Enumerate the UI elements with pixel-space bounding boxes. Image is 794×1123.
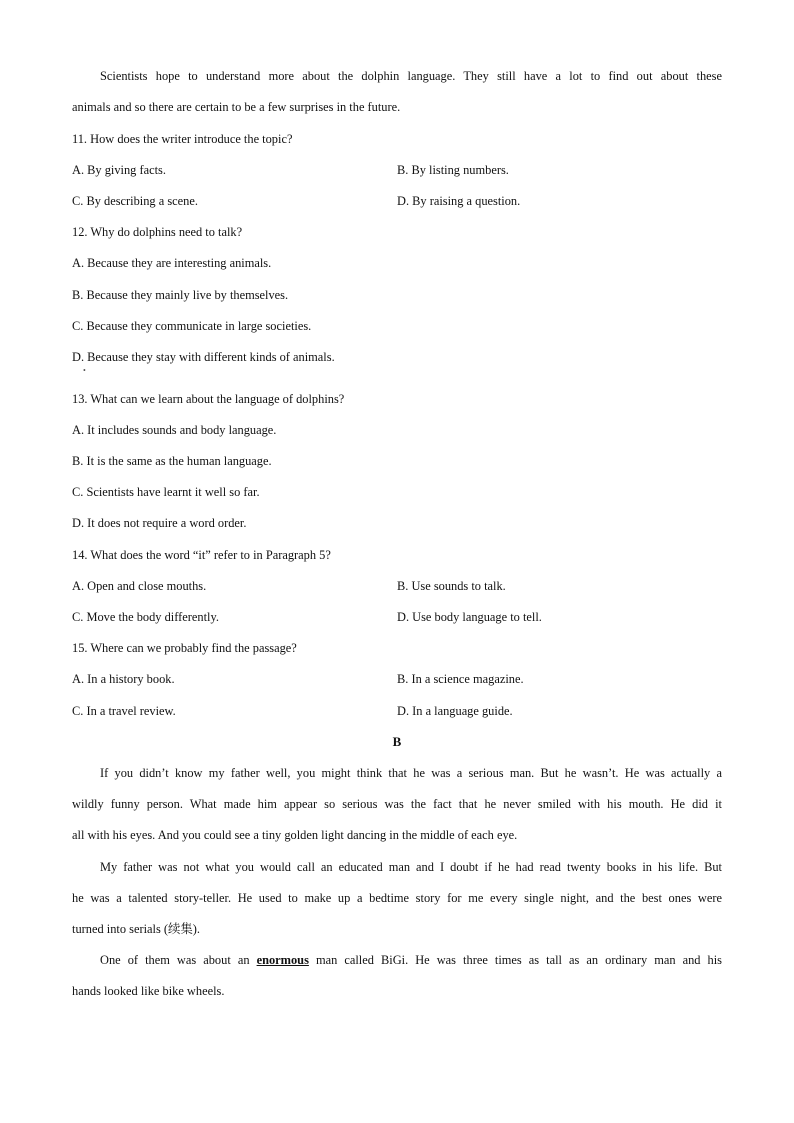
- passage-b-line: hands looked like bike wheels.: [72, 984, 225, 998]
- answer-option[interactable]: B. By listing numbers.: [397, 163, 509, 177]
- passage-a-line: animals and so there are certain to be a few surprises in the future.: [72, 100, 401, 114]
- answer-option[interactable]: D. In a language guide.: [397, 704, 513, 718]
- answer-option[interactable]: C. Scientists have learnt it well so far.: [72, 485, 260, 499]
- passage-b-line: If you didn’t know my father well, you might think that he was a serious man. But he wasn’t. He was actually a: [100, 766, 722, 780]
- passage-b-line: he was a talented story-teller. He used to make up a bedtime story for me every single night, and the best ones were: [72, 891, 722, 905]
- answer-option[interactable]: D. Because they stay with different kinds of animals.: [72, 350, 335, 364]
- passage-b-text: man called BiGi. He was three times as tall as an ordinary man and his: [308, 953, 722, 967]
- answer-option[interactable]: C. By describing a scene.: [72, 194, 198, 208]
- answer-option[interactable]: A. By giving facts.: [72, 163, 166, 177]
- answer-option[interactable]: B. Because they mainly live by themselves.: [72, 288, 289, 302]
- answer-option[interactable]: B. In a science magazine.: [397, 672, 524, 686]
- answer-option[interactable]: D. By raising a question.: [397, 194, 521, 208]
- question-stem: 12. Why do dolphins need to talk?: [72, 225, 243, 239]
- answer-option[interactable]: A. Because they are interesting animals.: [72, 256, 272, 270]
- answer-option[interactable]: A. Open and close mouths.: [72, 579, 207, 593]
- answer-option[interactable]: C. Because they communicate in large societies.: [72, 319, 312, 333]
- passage-b-line: all with his eyes. And you could see a tiny golden light dancing in the middle of each eye.: [72, 828, 518, 842]
- question-stem: 15. Where can we probably find the passage?: [72, 641, 297, 655]
- answer-option[interactable]: B. Use sounds to talk.: [397, 579, 506, 593]
- passage-b-line: My father was not what you would call an educated man and I doubt if he had read twenty books in his life. But: [100, 860, 722, 874]
- passage-b-text: One of them was about an: [100, 953, 257, 967]
- section-heading: B: [392, 734, 402, 749]
- answer-option[interactable]: A. In a history book.: [72, 672, 175, 686]
- answer-option[interactable]: D. It does not require a word order.: [72, 516, 247, 530]
- passage-a-line: Scientists hope to understand more about the dolphin language. They still have a lot to find out about these: [100, 69, 722, 83]
- question-stem: 11. How does the writer introduce the topic?: [72, 132, 293, 146]
- answer-option[interactable]: B. It is the same as the human language.: [72, 454, 272, 468]
- answer-option[interactable]: A. It includes sounds and body language.: [72, 423, 277, 437]
- question-stem: 13. What can we learn about the language of dolphins?: [72, 392, 345, 406]
- passage-b-line: turned into serials (续集).: [72, 922, 201, 936]
- passage-b-line: wildly funny person. What made him appear so serious was the fact that he never smiled with his mouth. He did it: [72, 797, 722, 811]
- target-word-enormous: enormous: [256, 953, 309, 967]
- stray-dot: •: [83, 366, 86, 375]
- answer-option[interactable]: C. In a travel review.: [72, 704, 176, 718]
- answer-option[interactable]: C. Move the body differently.: [72, 610, 219, 624]
- answer-option[interactable]: D. Use body language to tell.: [397, 610, 542, 624]
- passage-b-line: [100, 952, 722, 968]
- question-stem: 14. What does the word “it” refer to in Paragraph 5?: [72, 548, 331, 562]
